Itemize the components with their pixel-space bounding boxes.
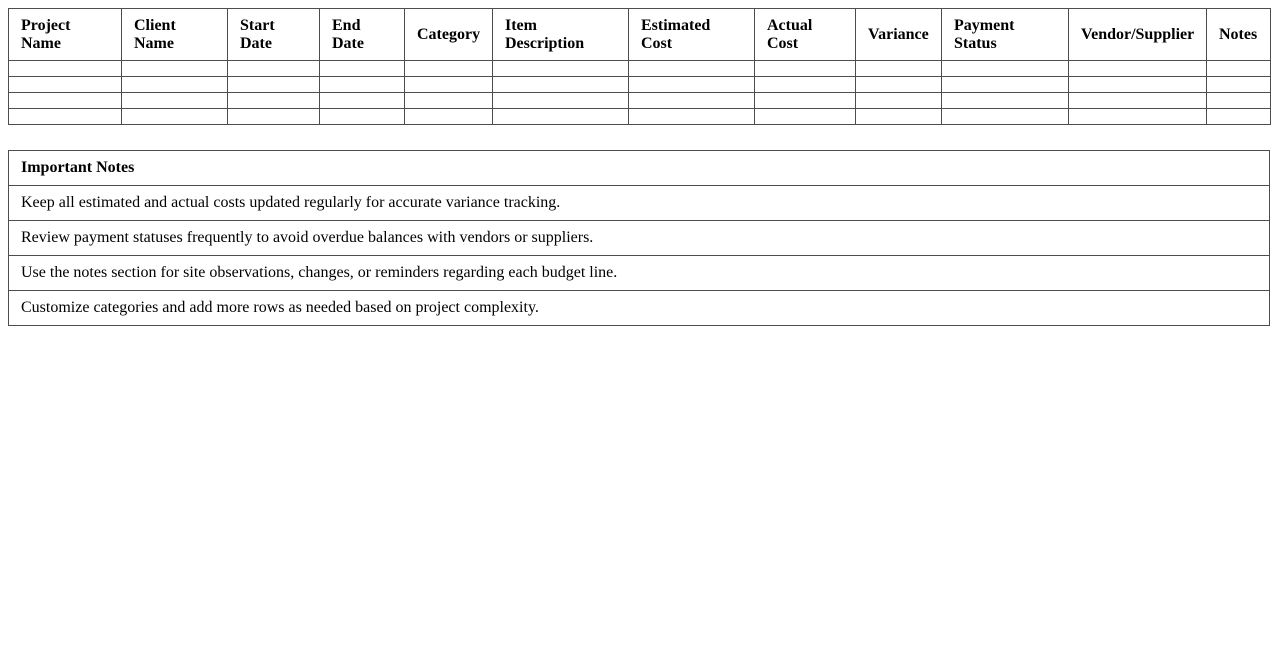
note-text: Use the notes section for site observations, changes, or reminders regarding each budget line.	[9, 256, 1270, 291]
table-cell[interactable]	[9, 109, 122, 125]
table-row	[9, 93, 1271, 109]
note-text: Keep all estimated and actual costs updated regularly for accurate variance tracking.	[9, 186, 1270, 221]
table-cell[interactable]	[9, 93, 122, 109]
column-header-project-name: Project Name	[9, 9, 122, 61]
table-cell[interactable]	[320, 93, 405, 109]
column-header-estimated-cost: Estimated Cost	[629, 9, 755, 61]
table-cell[interactable]	[228, 93, 320, 109]
table-cell[interactable]	[9, 77, 122, 93]
table-row	[9, 61, 1271, 77]
table-row	[9, 77, 1271, 93]
table-cell[interactable]	[1207, 109, 1271, 125]
column-header-start-date: Start Date	[228, 9, 320, 61]
table-row	[9, 109, 1271, 125]
table-cell[interactable]	[9, 61, 122, 77]
table-cell[interactable]	[493, 93, 629, 109]
table-cell[interactable]	[405, 61, 493, 77]
table-cell[interactable]	[755, 93, 856, 109]
note-row	[9, 256, 1270, 291]
column-header-end-date: End Date	[320, 9, 405, 61]
table-cell[interactable]	[1207, 93, 1271, 109]
table-cell[interactable]	[942, 109, 1069, 125]
table-cell[interactable]	[122, 109, 228, 125]
table-cell[interactable]	[122, 93, 228, 109]
table-cell[interactable]	[755, 61, 856, 77]
table-cell[interactable]	[1069, 93, 1207, 109]
column-header-notes: Notes	[1207, 9, 1271, 61]
note-text: Review payment statuses frequently to avoid overdue balances with vendors or suppliers.	[9, 221, 1270, 256]
table-cell[interactable]	[228, 109, 320, 125]
table-cell[interactable]	[228, 61, 320, 77]
table-cell[interactable]	[942, 61, 1069, 77]
table-cell[interactable]	[122, 61, 228, 77]
table-cell[interactable]	[629, 77, 755, 93]
table-cell[interactable]	[405, 93, 493, 109]
table-cell[interactable]	[942, 93, 1069, 109]
table-cell[interactable]	[122, 77, 228, 93]
notes-header-row	[9, 151, 1270, 186]
note-row	[9, 221, 1270, 256]
table-cell[interactable]	[856, 61, 942, 77]
table-cell[interactable]	[228, 77, 320, 93]
column-header-category: Category	[405, 9, 493, 61]
table-header-row	[9, 9, 1271, 61]
note-text: Customize categories and add more rows as needed based on project complexity.	[9, 291, 1270, 326]
important-notes-table	[8, 150, 1270, 326]
table-cell[interactable]	[856, 109, 942, 125]
table-cell[interactable]	[405, 109, 493, 125]
note-row	[9, 186, 1270, 221]
table-cell[interactable]	[629, 93, 755, 109]
table-cell[interactable]	[629, 61, 755, 77]
notes-title: Important Notes	[9, 151, 1270, 186]
table-cell[interactable]	[405, 77, 493, 93]
table-cell[interactable]	[942, 77, 1069, 93]
table-cell[interactable]	[856, 93, 942, 109]
column-header-vendor-supplier: Vendor/Supplier	[1069, 9, 1207, 61]
budget-table	[8, 8, 1271, 125]
table-cell[interactable]	[493, 109, 629, 125]
table-cell[interactable]	[755, 109, 856, 125]
table-cell[interactable]	[493, 61, 629, 77]
table-cell[interactable]	[1207, 61, 1271, 77]
column-header-payment-status: Payment Status	[942, 9, 1069, 61]
column-header-item-description: Item Description	[493, 9, 629, 61]
table-cell[interactable]	[1069, 109, 1207, 125]
column-header-variance: Variance	[856, 9, 942, 61]
table-cell[interactable]	[320, 77, 405, 93]
table-cell[interactable]	[1069, 61, 1207, 77]
table-cell[interactable]	[856, 77, 942, 93]
column-header-actual-cost: Actual Cost	[755, 9, 856, 61]
table-cell[interactable]	[629, 109, 755, 125]
table-cell[interactable]	[1069, 77, 1207, 93]
table-cell[interactable]	[493, 77, 629, 93]
table-cell[interactable]	[755, 77, 856, 93]
table-cell[interactable]	[1207, 77, 1271, 93]
note-row	[9, 291, 1270, 326]
column-header-client-name: Client Name	[122, 9, 228, 61]
table-cell[interactable]	[320, 109, 405, 125]
table-cell[interactable]	[320, 61, 405, 77]
